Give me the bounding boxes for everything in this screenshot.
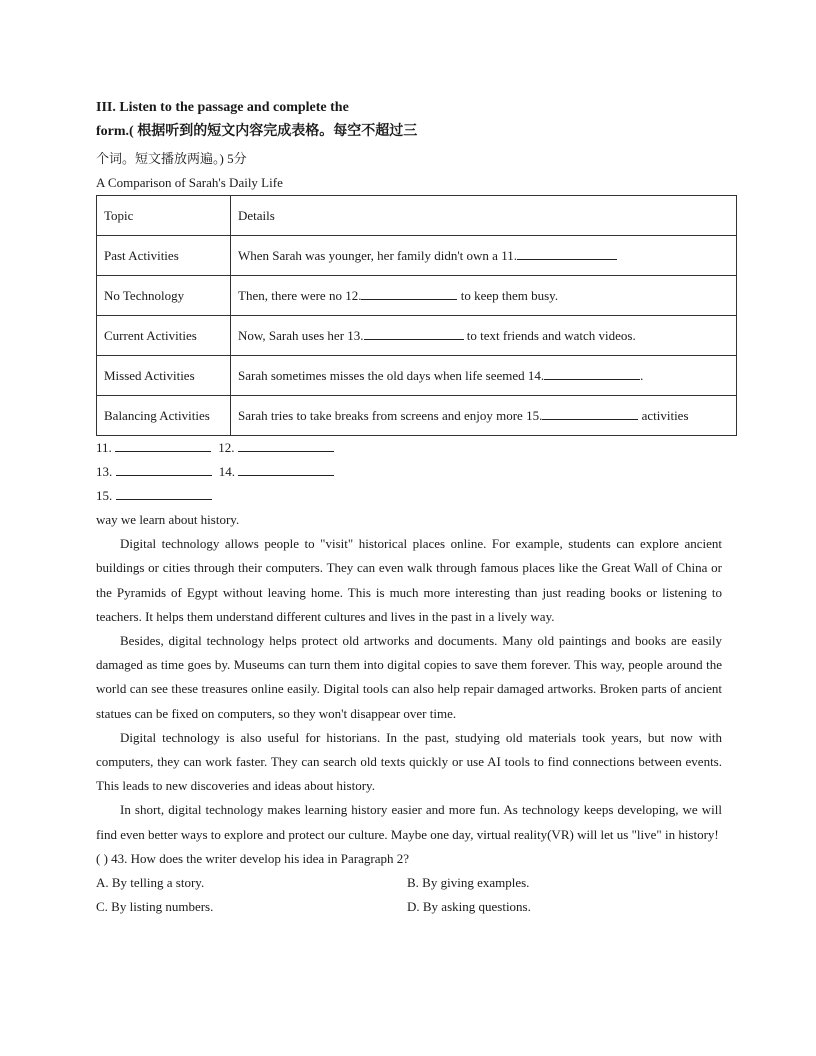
section-title-line2: form.( 根据听到的短文内容完成表格。每空不超过三 (96, 124, 418, 139)
section-instruction: 个词。短文播放两遍。) 5分 (96, 151, 247, 166)
answer-line (96, 460, 722, 484)
answer-blank-15[interactable] (116, 487, 212, 500)
passage-fragment: way we learn about history. (96, 512, 240, 527)
question-text: 43. How does the writer develop his idea in Paragraph 2? (111, 850, 410, 866)
row-details (231, 236, 737, 276)
answer-blank-11[interactable] (115, 439, 211, 452)
option-c[interactable]: C. By listing numbers. (96, 898, 214, 914)
row-topic: Past Activities (97, 236, 231, 276)
answer-line (96, 436, 722, 460)
options-row (96, 871, 722, 895)
passage-paragraph: Besides, digital technology helps protect old artworks and documents. Many old paintings and books are easily damaged as time goes by. Museums can turn them into digital copies to save them forever. This way, people around the world can see these treasures online easily. Digital tools can also help repair damaged artworks. Broken parts of ancient statues can be fixed on computers, so they won't disappear over time. (96, 633, 722, 721)
detail-text: Now, Sarah uses her 13. (238, 328, 364, 343)
answer-number: 12. (218, 440, 235, 455)
row-details (231, 396, 737, 436)
row-topic: No Technology (97, 276, 231, 316)
answer-blank-12[interactable] (238, 439, 334, 452)
row-topic: Missed Activities (97, 356, 231, 396)
answer-number: 14. (218, 464, 235, 479)
answer-blank-14[interactable] (238, 463, 334, 476)
table-row (97, 356, 737, 396)
answer-number: 13. (96, 464, 113, 479)
option-b[interactable]: B. By giving examples. (407, 874, 530, 890)
row-details (231, 316, 737, 356)
answer-number: 11. (96, 440, 112, 455)
table-row (97, 276, 737, 316)
table-row (97, 396, 737, 436)
detail-text-after: activities (638, 408, 689, 423)
blank-11[interactable] (517, 247, 617, 260)
row-details (231, 356, 737, 396)
header-details: Details (231, 196, 737, 236)
question-43 (96, 847, 722, 871)
table-caption: A Comparison of Sarah's Daily Life (96, 175, 283, 190)
detail-text-after: to keep them busy. (457, 288, 559, 303)
detail-text: When Sarah was younger, her family didn't own a 11. (238, 248, 517, 263)
blank-12[interactable] (361, 287, 457, 300)
option-d[interactable]: D. By asking questions. (407, 898, 531, 914)
detail-text-after: to text friends and watch videos. (463, 328, 636, 343)
passage-paragraph: In short, digital technology makes learning history easier and more fun. As technology keeps developing, we will find even better ways to explore and protect our culture. Maybe one day, virtual reality(VR) will let us "live" in history! (96, 802, 722, 842)
passage-paragraph: Digital technology allows people to "visit" historical places online. For example, students can explore ancient buildings or cities through their computers. They can even walk through famous places like the Great Wall of China or the Pyramids of Egypt without leaving home. This is much more interesting than just reading books or listening to teachers. It helps them understand different cultures and lives in the past in a lively way. (96, 536, 722, 624)
passage-paragraph: Digital technology is also useful for historians. In the past, studying old materials took years, but now with computers, they can work faster. They can search old texts quickly or use AI tools to find connections between events. This leads to new discoveries and ideas about history. (96, 729, 722, 794)
blank-14[interactable] (544, 367, 640, 380)
table-row (97, 316, 737, 356)
detail-text: Then, there were no 12. (238, 288, 362, 303)
table-header-row (97, 196, 737, 236)
worksheet-page (96, 96, 722, 919)
answer-parentheses[interactable]: ( ) (96, 850, 108, 866)
options-row (96, 895, 722, 919)
blank-13[interactable] (364, 327, 464, 340)
header-topic: Topic (97, 196, 231, 236)
answer-number: 15. (96, 488, 113, 503)
detail-text: Sarah tries to take breaks from screens and enjoy more 15. (238, 408, 543, 423)
row-topic: Current Activities (97, 316, 231, 356)
comparison-table (96, 195, 737, 436)
table-row (97, 236, 737, 276)
blank-15[interactable] (542, 407, 638, 420)
answer-line (96, 484, 722, 508)
detail-text: Sarah sometimes misses the old days when life seemed 14. (238, 368, 545, 383)
row-topic: Balancing Activities (97, 396, 231, 436)
option-a[interactable]: A. By telling a story. (96, 874, 205, 890)
row-details (231, 276, 737, 316)
section-title-line1: III. Listen to the passage and complete the (96, 100, 349, 115)
answer-blank-13[interactable] (116, 463, 212, 476)
detail-text-after: . (640, 368, 644, 383)
